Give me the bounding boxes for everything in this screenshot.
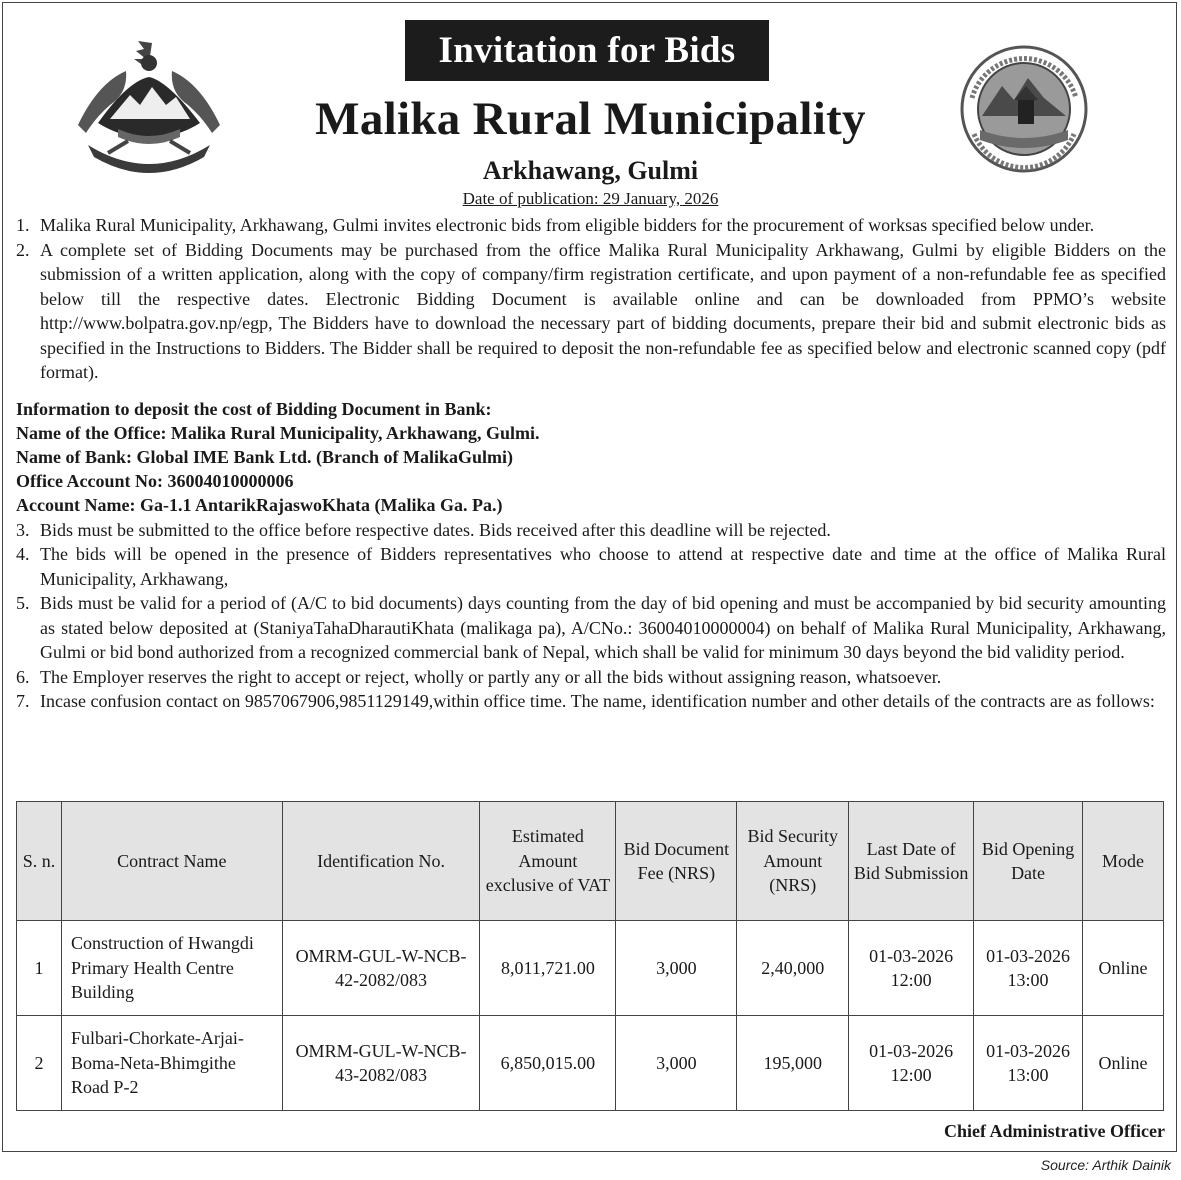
clause-number: 5. [16, 593, 30, 613]
clause-number: 3. [16, 519, 30, 540]
clause-number: 4. [16, 544, 30, 564]
clause-item [16, 665, 1166, 690]
clause-number: 1. [16, 215, 30, 235]
cell-last-date: 01-03-2026 12:00 [849, 1016, 974, 1111]
clause-text: Incase confusion contact on 9857067906,9851129149,within office time. The name, identification number and other details of the contracts are as follows: [40, 691, 1155, 711]
header-estimated-amount: Estimated Amount exclusive of VAT [480, 802, 616, 921]
header-last-date: Last Date of Bid Submission [849, 802, 974, 921]
cell-estimated-amount: 6,850,015.00 [480, 1016, 616, 1111]
header-contract-name: Contract Name [61, 802, 282, 921]
cell-document-fee: 3,000 [616, 921, 737, 1016]
header-mode: Mode [1083, 802, 1164, 921]
table-row [17, 1016, 1164, 1111]
clause-text: Bids must be valid for a period of (A/C to bid documents) days counting from the day of bid opening and must be accompanied by bid security amounting as stated below deposited at (StaniyaTahaDharautiKhata (malikaga pa), A/CNo.: 36004010000004) on behalf of Malika Rural Municipality, Arkhawang, Gulmi or bid bond authorized from a recognized commercial bank of Nepal, which shall be valid for minimum 30 days beyond the bid validity period. [40, 593, 1166, 662]
cell-opening-date: 01-03-2026 13:00 [974, 921, 1083, 1016]
cell-mode: Online [1083, 1016, 1164, 1111]
notice-body [16, 213, 1166, 714]
header-sn: S. n. [17, 802, 62, 921]
header-opening-date: Bid Opening Date [974, 802, 1083, 921]
clause-item [16, 213, 1166, 238]
clause-number: 6. [16, 666, 30, 687]
cell-estimated-amount: 8,011,721.00 [480, 921, 616, 1016]
bank-information [16, 397, 1166, 517]
header-bid-security: Bid Security Amount (NRS) [737, 802, 849, 921]
header-document-fee: Bid Document Fee (NRS) [616, 802, 737, 921]
clause-text: A complete set of Bidding Documents may be purchased from the office Malika Rural Municipality Arkhawang, Gulmi by eligible Bidders on the submission of a written application, along with the copy of company/firm registration certificate, and upon payment of a non-refundable fee as specified below till the respective dates. Electronic Bidding Document is available online and can be downloaded from PPMO’s website http://www.bolpatra.gov.np/egp, The Bidders have to download the necessary part of bidding documents, prepare their bid and submit electronic bids as specified in the Instructions to Bidders. The Bidder shall be required to deposit the non-refundable fee as specified below and electronic scanned copy (pdf format). [40, 239, 1166, 382]
clause-item [16, 542, 1166, 591]
clause-number: 2. [16, 239, 30, 260]
organization-location: Arkhawang, Gulmi [482, 156, 699, 185]
cell-document-fee: 3,000 [616, 1016, 737, 1111]
bank-name: Name of Bank: Global IME Bank Ltd. (Branch of MalikaGulmi) [16, 446, 514, 467]
cell-contract-name: Fulbari-Chorkate-Arjai-Boma-Neta-Bhimgithe Road P-2 [61, 1016, 282, 1111]
clause-number: 7. [16, 691, 30, 711]
cell-bid-security: 2,40,000 [737, 921, 849, 1016]
organization-name: Malika Rural Municipality [315, 93, 866, 145]
table-header-row [17, 802, 1164, 921]
signatory-title: Chief Administrative Officer [944, 1121, 1165, 1141]
clause-item [16, 689, 1166, 714]
clause-item [16, 591, 1166, 665]
clause-text: Bids must be submitted to the office before respective dates. Bids received after this deadline will be rejected. [40, 519, 831, 540]
banner-title: Invitation for Bids [405, 20, 769, 81]
clause-text: The Employer reserves the right to accept or reject, wholly or partly any or all the bids without assigning reason, whatsoever. [40, 666, 942, 687]
cell-sn: 1 [17, 921, 62, 1016]
source-credit: Source: Arthik Dainik [1040, 1157, 1171, 1173]
clause-item [16, 238, 1166, 385]
clause-text: Malika Rural Municipality, Arkhawang, Gulmi invites electronic bids from eligible bidders for the procurement of worksas specified below under. [40, 215, 1095, 235]
cell-bid-security: 195,000 [737, 1016, 849, 1111]
bank-account-name: Account Name: Ga-1.1 AntarikRajaswoKhata (Malika Ga. Pa.) [16, 494, 503, 515]
contracts-table [16, 801, 1164, 1111]
header-identification: Identification No. [282, 802, 480, 921]
bank-office-name: Name of the Office: Malika Rural Municipality, Arkhawang, Gulmi. [16, 422, 540, 443]
cell-sn: 2 [17, 1016, 62, 1111]
table-row [17, 921, 1164, 1016]
cell-identification: OMRM-GUL-W-NCB-43-2082/083 [282, 1016, 480, 1111]
clause-item [16, 518, 1166, 543]
cell-mode: Online [1083, 921, 1164, 1016]
cell-opening-date: 01-03-2026 13:00 [974, 1016, 1083, 1111]
cell-identification: OMRM-GUL-W-NCB-42-2082/083 [282, 921, 480, 1016]
bank-account-number: Office Account No: 36004010000006 [16, 470, 294, 491]
clause-text: The bids will be opened in the presence of Bidders representatives who choose to attend at respective date and time at the office of Malika Rural Municipality, Arkhawang, [40, 544, 1166, 589]
publication-date: Date of publication: 29 January, 2026 [462, 189, 719, 208]
cell-contract-name: Construction of Hwangdi Primary Health Centre Building [61, 921, 282, 1016]
cell-last-date: 01-03-2026 12:00 [849, 921, 974, 1016]
bank-info-heading: Information to deposit the cost of Bidding Document in Bank: [16, 398, 492, 419]
